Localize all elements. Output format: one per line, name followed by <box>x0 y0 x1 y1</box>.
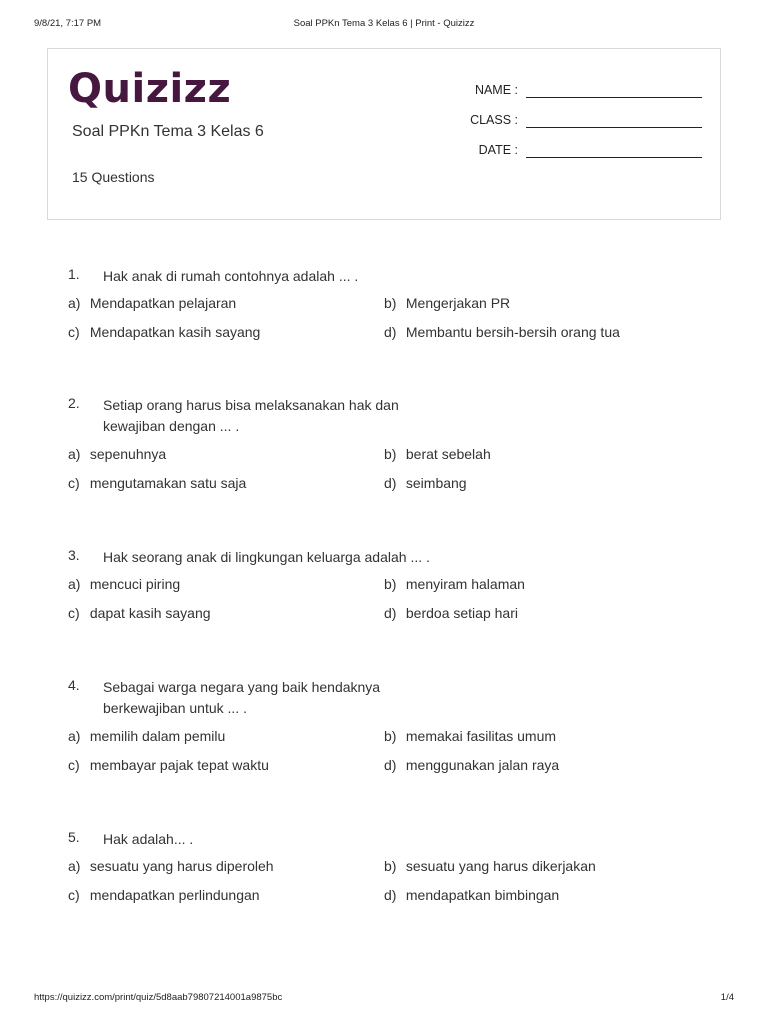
option-text: memakai fasilitas umum <box>405 728 557 744</box>
option-d <box>384 605 518 621</box>
print-footer <box>34 992 734 1006</box>
option-text: Mendapatkan kasih sayang <box>89 324 261 340</box>
name-label: NAME : <box>474 83 518 97</box>
question-text: Hak anak di rumah contohnya adalah ... . <box>103 268 359 284</box>
option-letter: a) <box>68 295 81 311</box>
question-number: 2. <box>68 395 80 411</box>
option-letter: c) <box>68 605 80 621</box>
option-text: sesuatu yang harus dikerjakan <box>405 858 596 874</box>
quizizz-logo: Quizizz <box>68 66 232 112</box>
option-a <box>68 576 180 592</box>
option-text: memilih dalam pemilu <box>89 728 226 744</box>
option-b <box>384 858 596 874</box>
option-text: sesuatu yang harus diperoleh <box>89 858 274 874</box>
option-text: Mengerjakan PR <box>405 295 511 311</box>
option-text: menggunakan jalan raya <box>405 757 560 773</box>
option-a <box>68 295 236 311</box>
option-letter: a) <box>68 728 81 744</box>
option-a <box>68 858 274 874</box>
option-a <box>68 446 166 462</box>
option-text: dapat kasih sayang <box>89 605 211 621</box>
print-header <box>34 18 734 32</box>
option-text: mencuci piring <box>89 576 181 592</box>
option-letter: b) <box>384 576 397 592</box>
option-text: seimbang <box>405 475 467 491</box>
print-datetime: 9/8/21, 7:17 PM <box>34 18 102 29</box>
option-letter: a) <box>68 858 81 874</box>
option-text: mendapatkan perlindungan <box>89 887 260 903</box>
question-text: Setiap orang harus bisa melaksanakan hak dan kewajiban dengan ... . <box>103 397 399 434</box>
question-number: 3. <box>68 547 80 563</box>
option-text: mendapatkan bimbingan <box>405 887 560 903</box>
date-field <box>448 143 702 163</box>
class-label: CLASS : <box>470 113 518 127</box>
name-line <box>526 97 702 98</box>
option-letter: d) <box>384 757 397 773</box>
option-letter: a) <box>68 576 81 592</box>
option-c <box>68 605 211 621</box>
option-letter: d) <box>384 887 397 903</box>
option-text: Membantu bersih-bersih orang tua <box>405 324 620 340</box>
option-b <box>384 576 525 592</box>
question-number: 4. <box>68 677 80 693</box>
date-label: DATE : <box>478 143 518 157</box>
option-letter: a) <box>68 446 81 462</box>
option-letter: d) <box>384 605 397 621</box>
option-letter: c) <box>68 475 80 491</box>
quiz-header-card <box>47 48 721 220</box>
option-c <box>68 757 269 773</box>
question-number: 5. <box>68 829 80 845</box>
option-letter: c) <box>68 887 80 903</box>
option-letter: b) <box>384 295 397 311</box>
date-line <box>526 157 702 158</box>
option-text: berat sebelah <box>405 446 491 462</box>
option-letter: c) <box>68 324 80 340</box>
option-letter: b) <box>384 858 397 874</box>
option-d <box>384 324 620 340</box>
option-text: berdoa setiap hari <box>405 605 518 621</box>
option-text: membayar pajak tepat waktu <box>89 757 269 773</box>
option-letter: c) <box>68 757 80 773</box>
quiz-title: Soal PPKn Tema 3 Kelas 6 <box>72 123 264 140</box>
option-c <box>68 887 260 903</box>
question-text: Sebagai warga negara yang baik hendaknya berkewajiban untuk ... . <box>103 679 381 716</box>
option-b <box>384 728 556 744</box>
name-field <box>448 83 702 103</box>
page-number: 1/4 <box>720 992 734 1003</box>
option-c <box>68 475 246 491</box>
print-url: https://quizizz.com/print/quiz/5d8aab79807214001a9875bc <box>34 992 283 1003</box>
option-letter: d) <box>384 475 397 491</box>
class-line <box>526 127 702 128</box>
option-letter: b) <box>384 446 397 462</box>
option-a <box>68 728 225 744</box>
class-field <box>448 113 702 133</box>
question-text: Hak adalah... . <box>103 831 194 847</box>
option-text: Mendapatkan pelajaran <box>89 295 237 311</box>
option-text: sepenuhnya <box>89 446 167 462</box>
option-d <box>384 475 467 491</box>
question-count: 15 Questions <box>72 169 155 185</box>
print-doc-title: Soal PPKn Tema 3 Kelas 6 | Print - Quizizz <box>293 18 475 29</box>
option-text: menyiram halaman <box>405 576 525 592</box>
option-text: mengutamakan satu saja <box>89 475 247 491</box>
option-b <box>384 446 491 462</box>
option-b <box>384 295 510 311</box>
option-letter: d) <box>384 324 397 340</box>
option-c <box>68 324 260 340</box>
option-d <box>384 757 559 773</box>
option-d <box>384 887 559 903</box>
option-letter: b) <box>384 728 397 744</box>
question-text: Hak seorang anak di lingkungan keluarga adalah ... . <box>103 549 430 565</box>
question-number: 1. <box>68 266 80 282</box>
